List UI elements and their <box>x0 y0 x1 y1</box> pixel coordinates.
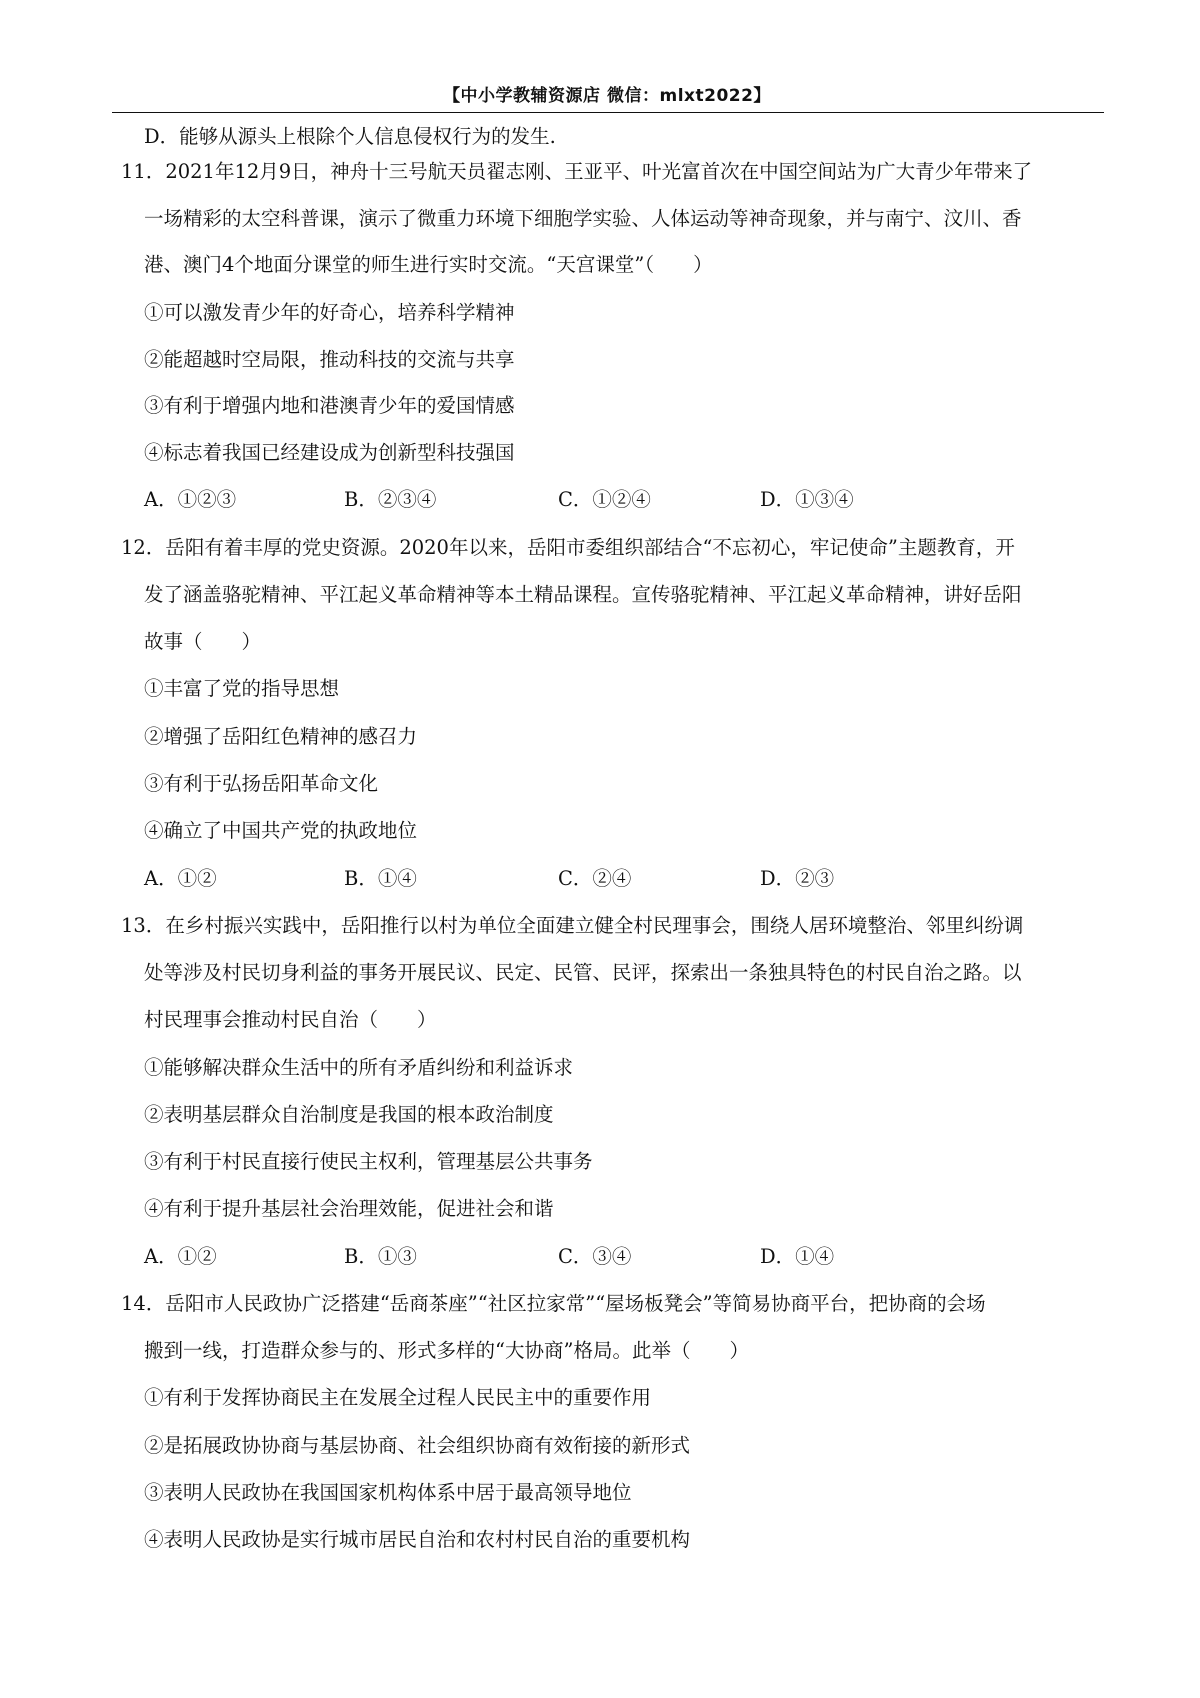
question-11-choice-d: D．①③④ <box>760 488 854 511</box>
question-12-stem-line-1: 12．岳阳有着丰厚的党史资源。2020年以来，岳阳市委组织部结合“不忘初心，牢记使命”主题教育，开 <box>121 536 1015 559</box>
question-14-statement-3: ③表明人民政协在我国国家机构体系中居于最高领导地位 <box>144 1481 632 1504</box>
question-13-choice-d: D．①④ <box>760 1245 835 1268</box>
question-11-statement-4: ④标志着我国已经建设成为创新型科技强国 <box>144 441 515 464</box>
question-13-choice-a: A．①② <box>144 1245 217 1268</box>
previous-question-option-d: D．能够从源头上根除个人信息侵权行为的发生. <box>144 125 556 148</box>
question-11-choice-a: A．①②③ <box>144 488 237 511</box>
page-header: 【中小学教辅资源店 微信：mlxt2022】 <box>443 86 771 106</box>
question-12-statement-3: ③有利于弘扬岳阳革命文化 <box>144 772 379 795</box>
question-12-statement-1: ①丰富了党的指导思想 <box>144 677 340 700</box>
question-13-choice-b: B．①③ <box>344 1245 417 1268</box>
question-11-statement-3: ③有利于增强内地和港澳青少年的爱国情感 <box>144 394 515 417</box>
question-11-choice-b: B．②③④ <box>344 488 437 511</box>
question-12-statement-4: ④确立了中国共产党的执政地位 <box>144 819 418 842</box>
question-11-statement-2: ②能超越时空局限，推动科技的交流与共享 <box>144 348 515 371</box>
question-14-statement-2: ②是拓展政协协商与基层协商、社会组织协商有效衔接的新形式 <box>144 1434 691 1457</box>
question-13-choice-c: C．③④ <box>558 1245 632 1268</box>
question-12-statement-2: ②增强了岳阳红色精神的感召力 <box>144 725 418 748</box>
question-14-stem-line-1: 14．岳阳市人民政协广泛搭建“岳商茶座”“社区拉家常”“屋场板凳会”等简易协商平台，把协商的会场 <box>121 1292 986 1315</box>
header-divider <box>112 112 1104 113</box>
question-13-statement-1: ①能够解决群众生活中的所有矛盾纠纷和利益诉求 <box>144 1056 574 1079</box>
question-11-statement-1: ①可以激发青少年的好奇心，培养科学精神 <box>144 301 515 324</box>
question-14-stem-line-2: 搬到一线，打造群众参与的、形式多样的“大协商”格局。此举（ ） <box>144 1339 749 1362</box>
question-12-choice-c: C．②④ <box>558 867 632 890</box>
question-11-stem-line-1: 11．2021年12月9日，神舟十三号航天员翟志刚、王亚平、叶光富首次在中国空间站为广大青少年带来了 <box>121 160 1033 183</box>
question-14-statement-1: ①有利于发挥协商民主在发展全过程人民民主中的重要作用 <box>144 1386 652 1409</box>
question-14-statement-4: ④表明人民政协是实行城市居民自治和农村村民自治的重要机构 <box>144 1528 691 1551</box>
question-12-choice-b: B．①④ <box>344 867 417 890</box>
question-12-stem-line-2: 发了涵盖骆驼精神、平江起义革命精神等本土精品课程。宣传骆驼精神、平江起义革命精神，讲好岳阳 <box>144 583 1022 606</box>
question-12-stem-line-3: 故事（ ） <box>144 630 262 653</box>
question-13-stem-line-3: 村民理事会推动村民自治（ ） <box>144 1008 437 1031</box>
question-11-stem-line-3: 港、澳门4个地面分课堂的师生进行实时交流。“天宫课堂”（ ） <box>144 253 713 276</box>
question-11-stem-line-2: 一场精彩的太空科普课，演示了微重力环境下细胞学实验、人体运动等神奇现象，并与南宁、汶川、香 <box>144 207 1022 230</box>
question-13-statement-4: ④有利于提升基层社会治理效能，促进社会和谐 <box>144 1197 554 1220</box>
question-13-statement-2: ②表明基层群众自治制度是我国的根本政治制度 <box>144 1103 554 1126</box>
question-13-stem-line-2: 处等涉及村民切身利益的事务开展民议、民定、民管、民评，探索出一条独具特色的村民自治之路。以 <box>144 961 1022 984</box>
question-13-statement-3: ③有利于村民直接行使民主权利，管理基层公共事务 <box>144 1150 593 1173</box>
question-12-choice-d: D．②③ <box>760 867 835 890</box>
question-11-choice-c: C．①②④ <box>558 488 651 511</box>
question-12-choice-a: A．①② <box>144 867 217 890</box>
question-13-stem-line-1: 13．在乡村振兴实践中，岳阳推行以村为单位全面建立健全村民理事会，围绕人居环境整治、邻里纠纷调 <box>121 914 1024 937</box>
